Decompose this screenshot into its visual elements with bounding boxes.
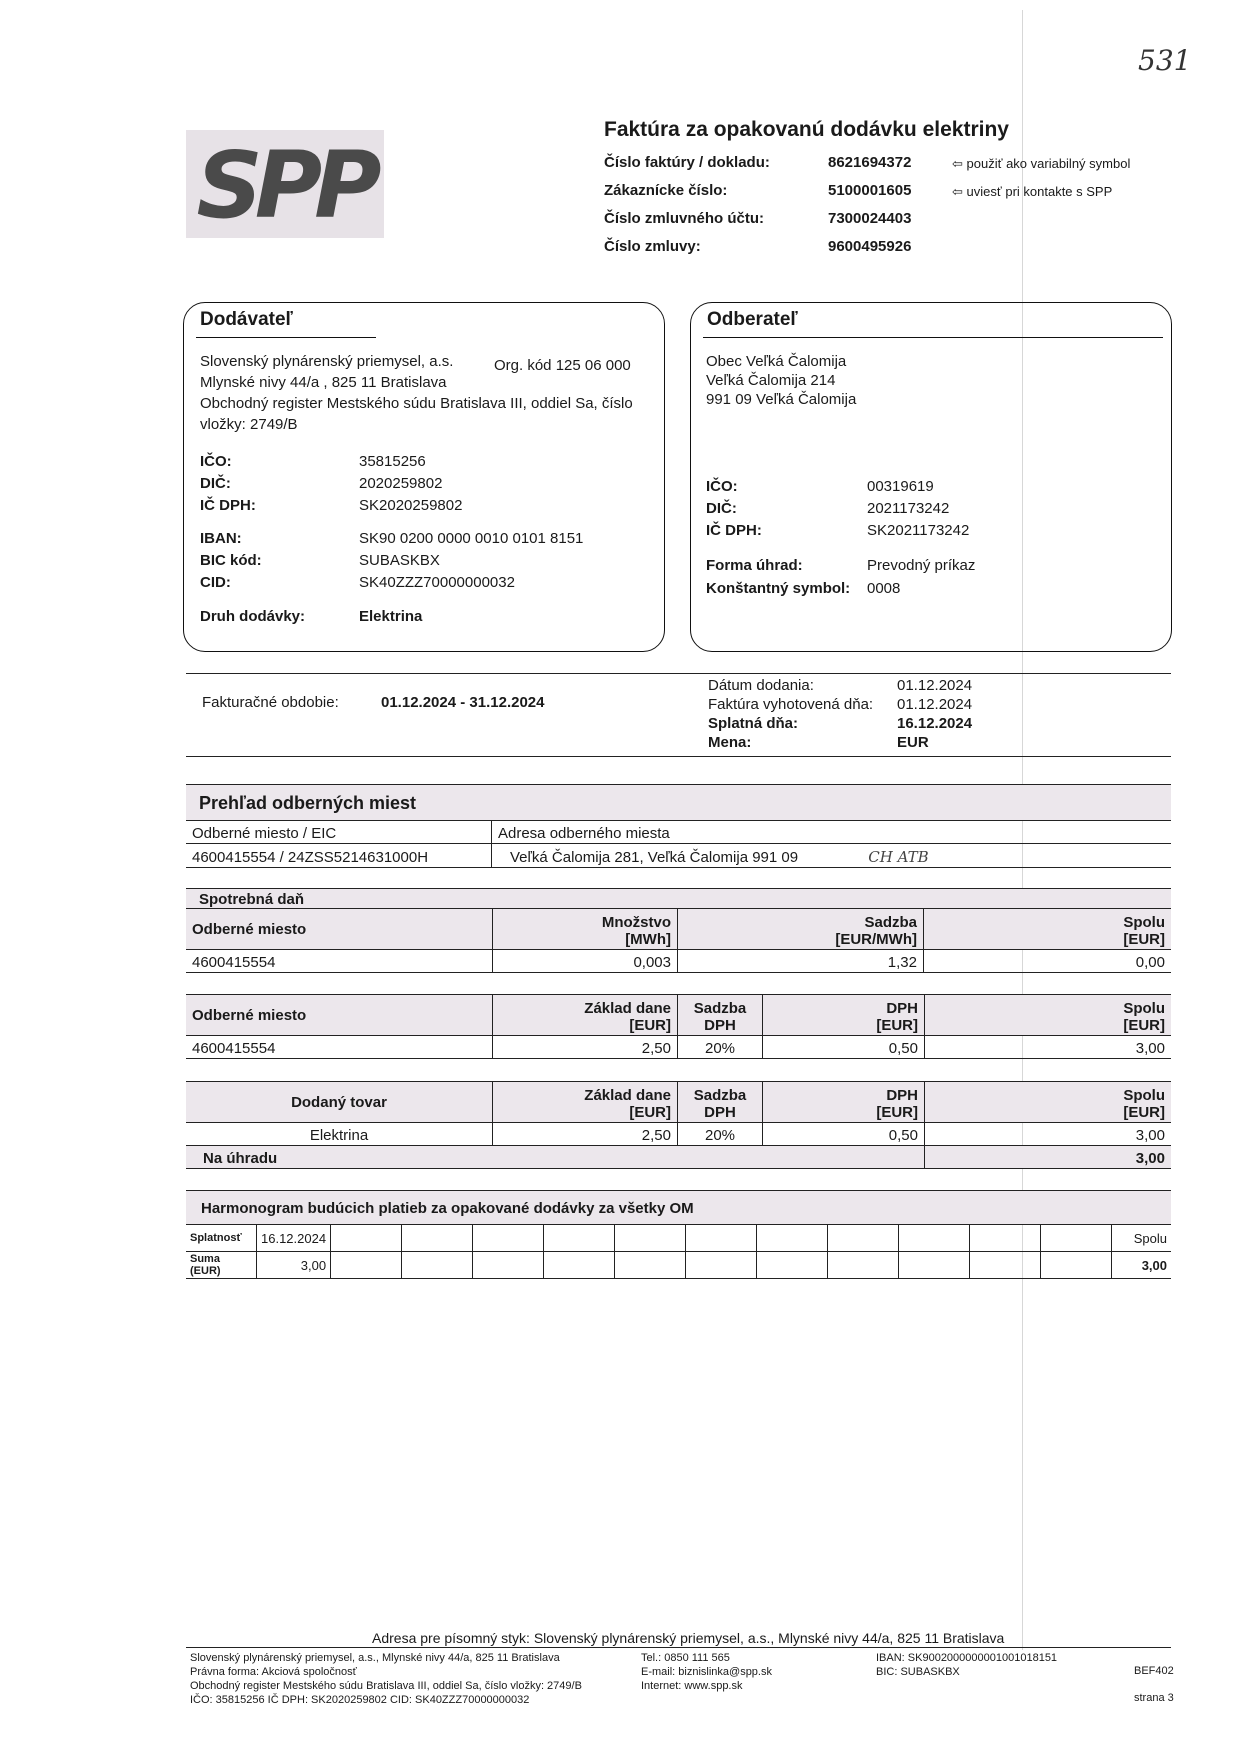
overview-address: Veľká Čalomija 281, Veľká Čalomija 991 09 xyxy=(510,849,799,866)
footer-form-code: BEF402 xyxy=(1134,1665,1174,1677)
excise-col-rate-1: Sadzba xyxy=(864,914,917,931)
vat-col-total-1: Spolu xyxy=(1123,1000,1165,1017)
vat-col-base-2: [EUR] xyxy=(629,1017,671,1034)
table-row xyxy=(186,821,1171,844)
schedule-row-sum xyxy=(186,1252,1171,1279)
schedule-cell xyxy=(544,1225,615,1252)
customer-payment: Prevodný príkaz xyxy=(867,557,976,574)
overview-address-cell xyxy=(492,844,1172,868)
goods-col-base-cell xyxy=(493,1082,678,1123)
customer-constant-label: Konštantný symbol: xyxy=(706,580,851,597)
billing-period-label: Fakturačné obdobie: xyxy=(202,694,339,711)
schedule-sum-label: Suma (EUR) xyxy=(186,1252,257,1279)
goods-col-total-cell xyxy=(925,1082,1172,1123)
footer-email: E-mail: biznislinka@spp.sk xyxy=(641,1666,772,1678)
schedule-due-label: Splatnosť xyxy=(186,1225,257,1252)
excise-title-bar xyxy=(186,888,1171,909)
excise-col-qty-1: Množstvo xyxy=(601,914,671,931)
footer-contact-info xyxy=(641,1651,772,1693)
excise-col-total-2: [EUR] xyxy=(1123,931,1165,948)
billing-bottom-line xyxy=(186,756,1171,757)
overview-table xyxy=(186,820,1171,868)
customer-ico-label: IČO: xyxy=(706,478,738,495)
supplier-iban: SK90 0200 0000 0010 0101 8151 xyxy=(359,530,584,547)
customer-name: Obec Veľká Čalomija xyxy=(706,353,847,370)
invoice-number-label: Číslo faktúry / dokladu: xyxy=(604,154,770,171)
schedule-total: 3,00 xyxy=(1112,1252,1171,1279)
overview-col-address: Adresa odberného miesta xyxy=(492,821,1172,844)
table-row xyxy=(186,844,1171,868)
to-pay-label: Na úhradu xyxy=(186,1146,925,1169)
excise-place: 4600415554 xyxy=(186,950,493,973)
footer-mail-address: Adresa pre písomný styk: Slovenský plynárenský priemysel, a.s., Mlynské nivy 44/a, 825 11 Bratislava xyxy=(372,1630,1005,1646)
contract-number-label: Číslo zmluvy: xyxy=(604,238,701,255)
vat-col-rate-2: DPH xyxy=(704,1017,736,1034)
issued-date: 01.12.2024 xyxy=(897,696,973,713)
supplier-heading: Dodávateľ xyxy=(200,309,293,330)
customer-icdph: SK2021173242 xyxy=(867,522,970,539)
footer-iban: IBAN: SK9002000000001001018151 xyxy=(876,1652,1058,1664)
excise-col-total-1: Spolu xyxy=(1123,914,1165,931)
overview-place: 4600415554 / 24ZSS5214631000H xyxy=(186,844,492,868)
schedule-cell xyxy=(757,1225,828,1252)
overview-col-place: Odberné miesto / EIC xyxy=(186,821,492,844)
delivery-date-label: Dátum dodania: xyxy=(708,677,814,694)
excise-col-rate-cell xyxy=(678,909,924,950)
goods-vat: 0,50 xyxy=(763,1123,925,1146)
table-row xyxy=(186,950,1171,973)
goods-col-goods: Dodaný tovar xyxy=(186,1082,493,1123)
goods-col-rate-1: Sadzba xyxy=(693,1087,747,1104)
customer-number-note: ⇦ uviesť pri kontakte s SPP xyxy=(952,184,1113,199)
goods-col-vat-1: DPH xyxy=(886,1087,918,1104)
schedule-total-label: Spolu xyxy=(1112,1225,1171,1252)
footer-bank-info xyxy=(876,1651,1057,1679)
customer-icdph-label: IČ DPH: xyxy=(706,522,762,539)
goods-col-rate-cell xyxy=(678,1082,763,1123)
vat-total: 3,00 xyxy=(925,1036,1172,1059)
supplier-ico-label: IČO: xyxy=(200,453,232,470)
contract-account-label: Číslo zmluvného účtu: xyxy=(604,210,765,227)
vat-col-total-2: [EUR] xyxy=(1123,1017,1165,1034)
supplier-org-code: Org. kód 125 06 000 xyxy=(494,357,631,374)
currency: EUR xyxy=(897,734,929,751)
excise-title: Spotrebná daň xyxy=(199,891,305,908)
schedule-title: Harmonogram budúcich platieb za opakované dodávky za všetky OM xyxy=(201,1200,694,1217)
footer-company-info xyxy=(190,1651,582,1707)
excise-qty: 0,003 xyxy=(493,950,678,973)
excise-col-rate-2: [EUR/MWh] xyxy=(835,931,917,948)
customer-box xyxy=(690,302,1172,652)
schedule-cell xyxy=(615,1225,686,1252)
schedule-cell xyxy=(1041,1225,1112,1252)
overview-handwritten-note: CH ATB xyxy=(868,848,929,866)
goods-col-vat-2: [EUR] xyxy=(876,1104,918,1121)
invoice-number-note: ⇦ použiť ako variabilný symbol xyxy=(952,156,1131,171)
header-row xyxy=(604,238,1164,266)
supplier-heading-divider xyxy=(196,337,376,338)
excise-col-total-cell xyxy=(924,909,1172,950)
customer-payment-label: Forma úhrad: xyxy=(706,557,803,574)
schedule-title-bar xyxy=(186,1190,1171,1225)
vat-col-total-cell xyxy=(925,995,1172,1036)
supplier-cid: SK40ZZZ70000000032 xyxy=(359,574,515,591)
overview-title-bar xyxy=(186,784,1171,821)
handwritten-page-number: 531 xyxy=(1138,44,1192,77)
schedule-cell xyxy=(615,1252,686,1279)
excise-col-place: Odberné miesto xyxy=(186,909,493,950)
header-row xyxy=(604,154,1164,182)
supplier-name: Slovenský plynárenský priemysel, a.s. xyxy=(200,353,454,370)
vat-place-table xyxy=(186,994,1171,1059)
goods-col-base-1: Základ dane xyxy=(584,1087,671,1104)
vat-place: 4600415554 xyxy=(186,1036,493,1059)
supplier-supply-label: Druh dodávky: xyxy=(200,608,306,625)
footer-line: Slovenský plynárenský priemysel, a.s., Mlynské nivy 44/a, 825 11 Bratislava xyxy=(190,1652,560,1664)
schedule-table xyxy=(186,1224,1171,1279)
table-row xyxy=(186,1036,1171,1059)
goods-base: 2,50 xyxy=(493,1123,678,1146)
customer-dic-label: DIČ: xyxy=(706,500,737,517)
excise-rate: 1,32 xyxy=(678,950,924,973)
table-header-row xyxy=(186,1082,1171,1123)
vat-col-vat-2: [EUR] xyxy=(876,1017,918,1034)
table-row xyxy=(186,1123,1171,1146)
schedule-cell xyxy=(331,1252,402,1279)
vat-rate: 20% xyxy=(678,1036,763,1059)
excise-col-qty-2: [MWh] xyxy=(625,931,671,948)
footer-line: Obchodný register Mestského súdu Bratislava III, oddiel Sa, číslo vložky: 2749/B xyxy=(190,1680,582,1692)
supplier-register-1: Obchodný register Mestského súdu Bratislava III, oddiel Sa, číslo xyxy=(200,395,633,412)
customer-heading-divider xyxy=(703,337,1163,338)
invoice-number-value: 8621694372 xyxy=(828,154,912,171)
due-date-label: Splatná dňa: xyxy=(708,715,799,732)
schedule-cell xyxy=(899,1225,970,1252)
to-pay-value: 3,00 xyxy=(925,1146,1172,1169)
vat-col-vat-1: DPH xyxy=(886,1000,918,1017)
schedule-cell xyxy=(331,1225,402,1252)
invoice-header-rows xyxy=(604,154,1164,266)
footer-divider xyxy=(186,1647,1171,1648)
overview-title: Prehľad odberných miest xyxy=(199,793,416,813)
footer-page-number: strana 3 xyxy=(1134,1692,1174,1704)
vat-col-place: Odberné miesto xyxy=(186,995,493,1036)
goods-col-total-2: [EUR] xyxy=(1123,1104,1165,1121)
schedule-row-due xyxy=(186,1225,1171,1252)
schedule-cell xyxy=(970,1252,1041,1279)
table-header-row xyxy=(186,995,1171,1036)
excise-col-qty-cell xyxy=(493,909,678,950)
customer-street: Veľká Čalomija 214 xyxy=(706,372,836,389)
supplier-bic: SUBASKBX xyxy=(359,552,440,569)
customer-constant: 0008 xyxy=(867,580,901,597)
spp-logo-text: SPP xyxy=(196,132,374,239)
schedule-cell xyxy=(1041,1252,1112,1279)
goods-item: Elektrina xyxy=(186,1123,493,1146)
schedule-cell xyxy=(757,1252,828,1279)
footer-line: IČO: 35815256 IČ DPH: SK2020259802 CID: SK40ZZZ70000000032 xyxy=(190,1694,530,1706)
goods-total: 3,00 xyxy=(925,1123,1172,1146)
supplier-dic: 2020259802 xyxy=(359,475,443,492)
excise-total: 0,00 xyxy=(924,950,1172,973)
goods-col-total-1: Spolu xyxy=(1123,1087,1165,1104)
schedule-cell xyxy=(402,1252,473,1279)
schedule-cell xyxy=(473,1252,544,1279)
supplier-box xyxy=(183,302,665,652)
invoice-title: Faktúra za opakovanú dodávku elektriny xyxy=(604,118,1009,141)
supplier-ico: 35815256 xyxy=(359,453,426,470)
schedule-cell xyxy=(899,1252,970,1279)
due-date: 16.12.2024 xyxy=(897,715,973,732)
schedule-due-1: 16.12.2024 xyxy=(257,1225,331,1252)
customer-ico: 00319619 xyxy=(867,478,934,495)
contract-account-value: 7300024403 xyxy=(828,210,912,227)
schedule-cell xyxy=(970,1225,1041,1252)
footer-website: Internet: www.spp.sk xyxy=(641,1680,743,1692)
customer-dic: 2021173242 xyxy=(867,500,950,517)
header-row xyxy=(604,210,1164,238)
footer-bic: BIC: SUBASKBX xyxy=(876,1666,960,1678)
schedule-cell xyxy=(686,1252,757,1279)
excise-table xyxy=(186,908,1171,973)
contract-number-value: 9600495926 xyxy=(828,238,912,255)
footer-line: Právna forma: Akciová spoločnosť xyxy=(190,1666,357,1678)
schedule-cell xyxy=(544,1252,615,1279)
schedule-sum-1: 3,00 xyxy=(257,1252,331,1279)
billing-top-line xyxy=(186,673,1171,674)
vat-base: 2,50 xyxy=(493,1036,678,1059)
spp-logo xyxy=(186,130,384,238)
footer-phone: Tel.: 0850 111 565 xyxy=(641,1652,730,1664)
supplier-icdph: SK2020259802 xyxy=(359,497,463,514)
vat-col-base-cell xyxy=(493,995,678,1036)
goods-table xyxy=(186,1081,1171,1169)
supplier-bic-label: BIC kód: xyxy=(200,552,262,569)
supplier-dic-label: DIČ: xyxy=(200,475,231,492)
vat-col-base-1: Základ dane xyxy=(584,1000,671,1017)
table-row xyxy=(186,1146,1171,1169)
goods-col-vat-cell xyxy=(763,1082,925,1123)
supplier-icdph-label: IČ DPH: xyxy=(200,497,256,514)
vat-amount: 0,50 xyxy=(763,1036,925,1059)
delivery-date: 01.12.2024 xyxy=(897,677,973,694)
supplier-address: Mlynské nivy 44/a , 825 11 Bratislava xyxy=(200,374,447,391)
issued-date-label: Faktúra vyhotovená dňa: xyxy=(708,696,874,713)
schedule-cell xyxy=(402,1225,473,1252)
schedule-cell xyxy=(686,1225,757,1252)
vat-col-rate-cell xyxy=(678,995,763,1036)
billing-period: 01.12.2024 - 31.12.2024 xyxy=(381,694,545,711)
supplier-register-2: vložky: 2749/B xyxy=(200,416,298,433)
header-row xyxy=(604,182,1164,210)
table-header-row xyxy=(186,909,1171,950)
customer-number-value: 5100001605 xyxy=(828,182,912,199)
supplier-supply: Elektrina xyxy=(359,608,423,625)
schedule-cell xyxy=(828,1252,899,1279)
vat-col-vat-cell xyxy=(763,995,925,1036)
customer-number-label: Zákaznícke číslo: xyxy=(604,182,728,199)
customer-heading: Odberateľ xyxy=(707,309,798,330)
supplier-cid-label: CID: xyxy=(200,574,231,591)
vat-col-rate-1: Sadzba xyxy=(693,1000,747,1017)
goods-col-rate-2: DPH xyxy=(704,1104,736,1121)
supplier-iban-label: IBAN: xyxy=(200,530,242,547)
schedule-cell xyxy=(828,1225,899,1252)
schedule-cell xyxy=(473,1225,544,1252)
currency-label: Mena: xyxy=(708,734,752,751)
goods-rate: 20% xyxy=(678,1123,763,1146)
goods-col-base-2: [EUR] xyxy=(629,1104,671,1121)
customer-city: 991 09 Veľká Čalomija xyxy=(706,391,857,408)
